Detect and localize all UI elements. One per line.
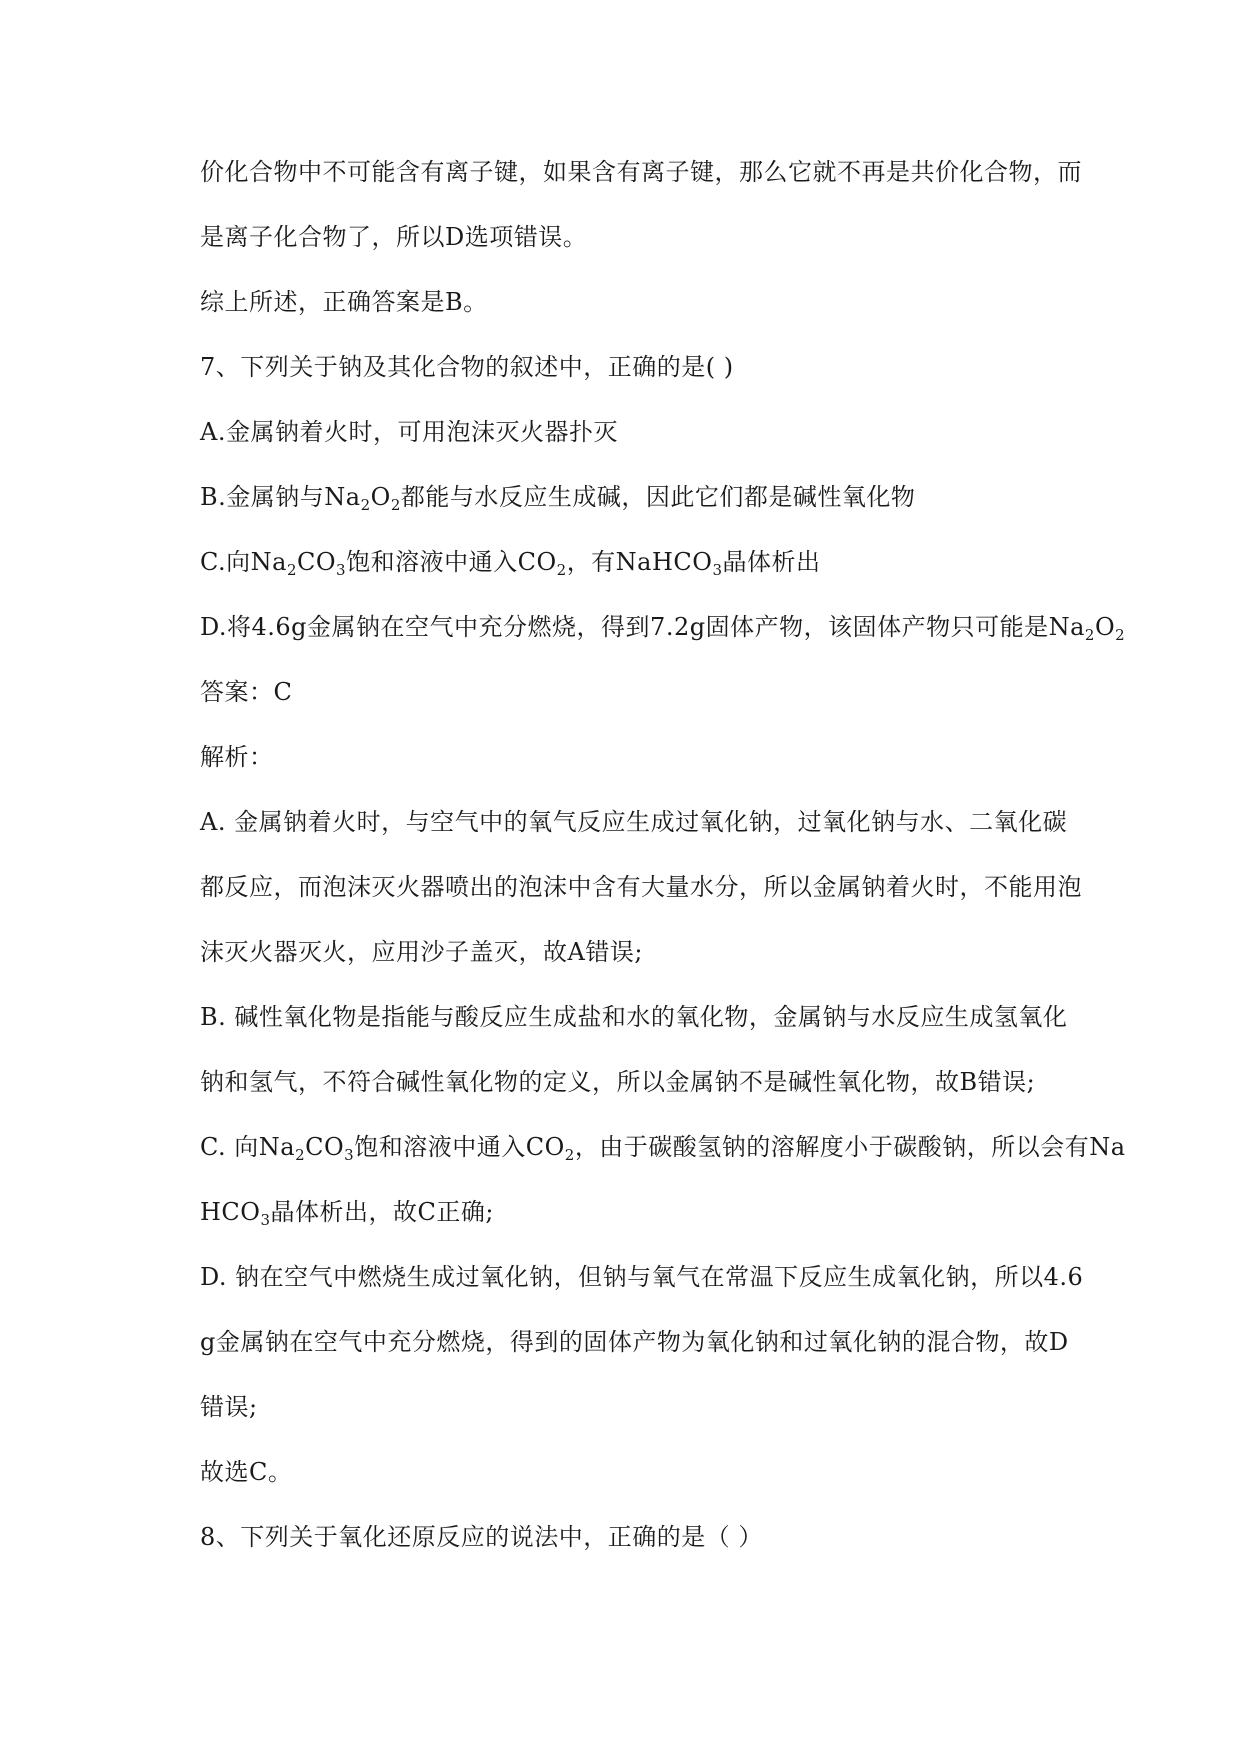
text-line: 价化合物中不可能含有离子键，如果含有离子键，那么它就不再是共价化合物，而 [200,158,1082,186]
option-c: C.向$Na_2CO_3$饱和溶液中通入$CO_2$，有NaHCO$_3$晶体析出 [200,548,821,579]
question-7-title: 7、下列关于钠及其化合物的叙述中，正确的是( ) [200,353,734,381]
analysis-d-line: 错误; [200,1393,258,1421]
conclusion-line: 故选C。 [200,1458,293,1486]
analysis-a-line: A. 金属钠着火时，与空气中的氧气反应生成过氧化钠，过氧化钠与水、二氧化碳 [200,808,1068,836]
text-line: 是离子化合物了，所以D选项错误。 [200,223,588,251]
option-a: A.金属钠着火时，可用泡沫灭火器扑灭 [200,418,618,446]
analysis-a-line: 都反应，而泡沫灭火器喷出的泡沫中含有大量水分，所以金属钠着火时，不能用泡 [200,873,1082,901]
analysis-b-line: 钠和氢气，不符合碱性氧化物的定义，所以金属钠不是碱性氧化物，故B错误; [200,1068,1036,1096]
analysis-a-line: 沫灭火器灭火，应用沙子盖灭，故A错误; [200,938,643,966]
analysis-d-line: D. 钠在空气中燃烧生成过氧化钠，但钠与氧气在常温下反应生成氧化钠，所以4.6 [200,1263,1084,1291]
analysis-b-line: B. 碱性氧化物是指能与酸反应生成盐和水的氧化物，金属钠与水反应生成氢氧化 [200,1003,1068,1031]
analysis-heading: 解析： [200,743,274,771]
summary-line: 综上所述，正确答案是B。 [200,288,488,316]
analysis-c-line: $HCO_3$晶体析出，故C正确; [200,1198,494,1229]
analysis-c-line: C. 向$Na_2CO_3$饱和溶液中通入$CO_2$，由于碳酸氢钠的溶解度小于碳酸钠，所以会有Na [200,1133,1126,1164]
document-page [200,140,1126,1570]
option-b: B.金属钠与$Na_2O_2$都能与水反应生成碱，因此它们都是碱性氧化物 [200,483,916,514]
answer-line: 答案：C [200,678,293,706]
question-8-title: 8、下列关于氧化还原反应的说法中，正确的是（ ） [200,1523,763,1551]
analysis-d-line: g金属钠在空气中充分燃烧，得到的固体产物为氧化钠和过氧化钠的混合物，故D [200,1328,1069,1356]
option-d: D.将4.6g金属钠在空气中充分燃烧，得到7.2g固体产物，该固体产物只可能是$Na_2O_2$ [200,613,1126,644]
